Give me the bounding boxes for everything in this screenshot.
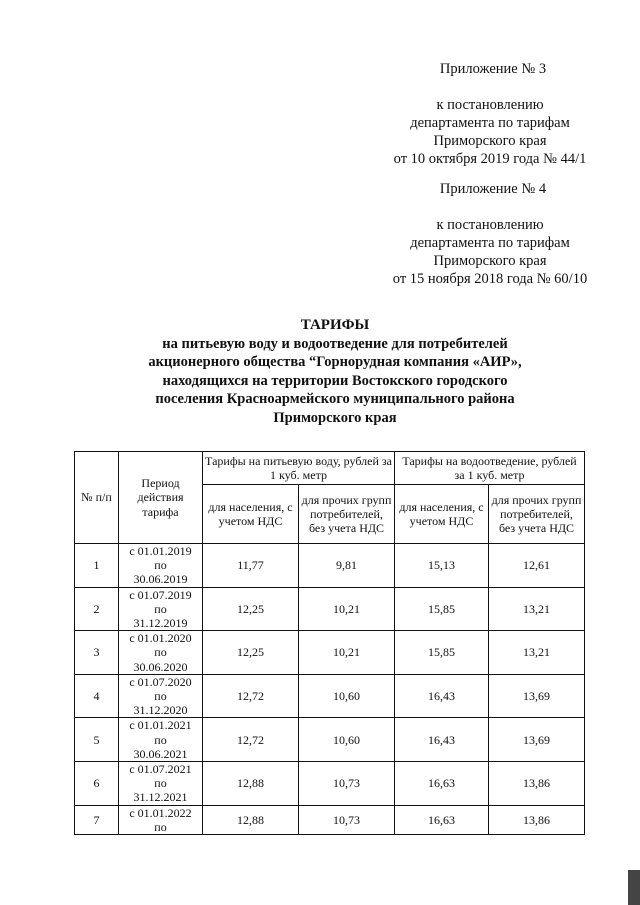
period-to: 31.12.2020 — [133, 703, 188, 718]
water-other-value: 10,60 — [299, 674, 395, 718]
period-po: по — [154, 645, 167, 660]
water-other-value: 10,21 — [299, 631, 395, 675]
appendix-4-heading — [398, 180, 588, 198]
title-line: акционерного общества “Горнорудная компания «АИР», — [148, 354, 522, 370]
period-to: 30.06.2019 — [133, 572, 188, 587]
period-po: по — [154, 776, 167, 791]
table-row — [75, 631, 585, 675]
period-to: 31.12.2021 — [133, 790, 188, 805]
row-num: 4 — [75, 674, 119, 718]
row-period — [119, 762, 203, 806]
appendix-4-line: Приморского края — [433, 253, 547, 269]
sewage-population-value: 15,85 — [395, 631, 489, 675]
period-from: с 01.07.2020 — [129, 674, 192, 689]
sewage-other-value: 13,21 — [489, 631, 585, 675]
period-to: 31.12.2019 — [133, 616, 188, 631]
row-period — [119, 674, 203, 718]
period-from: с 01.07.2019 — [129, 587, 192, 602]
period-po: по — [154, 819, 167, 834]
sewage-population-value: 15,85 — [395, 587, 489, 631]
sewage-population-value: 16,43 — [395, 674, 489, 718]
water-population-value: 12,88 — [203, 805, 299, 834]
water-other-value: 10,60 — [299, 718, 395, 762]
appendix-4-line: департамента по тарифам — [410, 235, 570, 251]
row-num: 1 — [75, 544, 119, 588]
header-sewage-other: для прочих групп потребителей, без учета НДС — [489, 485, 585, 544]
table-row — [75, 762, 585, 806]
water-population-value: 12,25 — [203, 587, 299, 631]
appendix-4-reference — [380, 216, 600, 288]
appendix-3-heading — [398, 60, 588, 78]
header-water-population: для населения, с учетом НДС — [203, 485, 299, 544]
period-from: с 01.01.2020 — [129, 631, 192, 646]
sewage-other-value: 13,69 — [489, 718, 585, 762]
sewage-population-value: 15,13 — [395, 544, 489, 588]
title-line: на питьевую воду и водоотведение для потребителей — [162, 335, 508, 352]
table-row — [75, 805, 585, 834]
period-po: по — [154, 689, 167, 704]
sewage-population-value: 16,63 — [395, 762, 489, 806]
period-from: с 01.07.2021 — [129, 762, 192, 777]
sewage-other-value: 13,69 — [489, 674, 585, 718]
sewage-other-value: 13,21 — [489, 587, 585, 631]
period-po: по — [154, 601, 167, 616]
row-period — [119, 718, 203, 762]
row-num: 7 — [75, 805, 119, 834]
row-num: 6 — [75, 762, 119, 806]
sewage-other-value: 12,61 — [489, 544, 585, 588]
header-num: № п/п — [75, 452, 119, 544]
header-sewage-population: для населения, с учетом НДС — [395, 485, 489, 544]
appendix-3-line: департамента по тарифам — [410, 115, 570, 131]
header-period: Период действия тарифа — [119, 452, 203, 544]
header-water-other: для прочих групп потребителей, без учета НДС — [299, 485, 395, 544]
water-other-value: 9,81 — [299, 544, 395, 588]
title-line: находящихся на территории Востокского городского — [162, 372, 508, 389]
appendix-4-line: от 15 ноября 2018 года № 60/10 — [392, 271, 588, 287]
sewage-population-value: 16,43 — [395, 718, 489, 762]
water-other-value: 10,73 — [299, 762, 395, 806]
row-period — [119, 544, 203, 588]
row-num: 2 — [75, 587, 119, 631]
water-other-value: 10,21 — [299, 587, 395, 631]
title-line: поселения Красноармейского муниципального района — [155, 391, 515, 407]
row-num: 5 — [75, 718, 119, 762]
row-period — [119, 631, 203, 675]
period-po: по — [154, 732, 167, 747]
water-population-value: 12,88 — [203, 762, 299, 806]
table-row — [75, 587, 585, 631]
water-population-value: 12,72 — [203, 718, 299, 762]
water-population-value: 12,25 — [203, 631, 299, 675]
water-other-value: 10,73 — [299, 805, 395, 834]
title-line: Приморского края — [273, 409, 397, 426]
row-period — [119, 587, 203, 631]
period-to: 30.06.2020 — [133, 659, 188, 674]
appendix-3-line: от 10 октября 2019 года № 44/1 — [393, 151, 587, 167]
water-population-value: 11,77 — [203, 544, 299, 588]
water-population-value: 12,72 — [203, 674, 299, 718]
table-row — [75, 718, 585, 762]
row-period — [119, 805, 203, 834]
appendix-3-line: Приморского края — [433, 133, 547, 149]
sewage-population-value: 16,63 — [395, 805, 489, 834]
title-main: ТАРИФЫ — [300, 317, 370, 333]
table-row — [75, 674, 585, 718]
appendix-3-title: Приложение № 3 — [439, 61, 547, 77]
appendix-4-line: к постановлению — [436, 217, 544, 233]
scan-edge-shadow — [628, 870, 640, 905]
header-water: Тарифы на питьевую воду, рублей за 1 куб. метр — [203, 452, 395, 485]
header-sewage: Тарифы на водоотведение, рублей за 1 куб. метр — [395, 452, 585, 485]
row-num: 3 — [75, 631, 119, 675]
table-header-row — [75, 452, 585, 485]
sewage-other-value: 13,86 — [489, 762, 585, 806]
period-from: с 01.01.2022 — [129, 805, 192, 820]
document-title — [110, 316, 560, 427]
table-row — [75, 544, 585, 588]
appendix-4-title: Приложение № 4 — [439, 181, 547, 197]
period-po: по — [154, 558, 167, 573]
period-from: с 01.01.2021 — [129, 718, 192, 733]
sewage-other-value: 13,86 — [489, 805, 585, 834]
appendix-3-reference — [380, 96, 600, 168]
period-to: 30.06.2021 — [133, 746, 188, 761]
tariff-table — [74, 451, 585, 835]
appendix-3-line: к постановлению — [436, 97, 544, 113]
period-from: с 01.01.2019 — [129, 544, 192, 558]
